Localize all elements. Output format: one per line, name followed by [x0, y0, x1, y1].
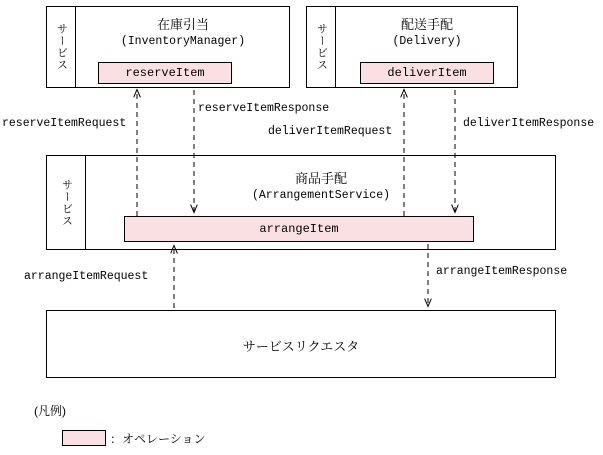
message-label-deliver-request: deliverItemRequest	[268, 125, 393, 138]
service-title-delivery	[336, 16, 518, 50]
service-title-jp-delivery: 配送手配	[400, 17, 453, 32]
service-title-en-arrangement: (ArrangementService)	[251, 189, 391, 202]
service-title-en-delivery: (Delivery)	[392, 35, 462, 48]
message-label-reserve-request: reserveItemRequest	[2, 117, 127, 130]
message-label-deliver-response: deliverItemResponse	[463, 117, 595, 130]
operation-reserve-item[interactable]: reserveItem	[98, 62, 232, 84]
service-tab-label: サービス	[315, 23, 328, 71]
service-title-inventory	[76, 16, 290, 50]
service-tab-inventory	[46, 6, 76, 88]
service-tab-label: サービス	[55, 23, 68, 71]
service-requester-label: サービスリクエスタ	[242, 339, 360, 354]
legend-operation-label: ：オペレーション	[110, 432, 206, 446]
message-label-arrange-response: arrangeItemResponse	[436, 265, 568, 278]
message-label-arrange-request: arrangeItemRequest	[24, 270, 149, 283]
service-tab-label: サービス	[60, 178, 73, 227]
message-label-reserve-response: reserveItemResponse	[198, 102, 330, 115]
legend-title: (凡例)	[34, 404, 66, 418]
service-title-en-inventory: (InventoryManager)	[120, 35, 246, 48]
service-title-arrangement	[86, 170, 556, 204]
service-tab-arrangement	[46, 155, 86, 250]
operation-arrange-item[interactable]: arrangeItem	[124, 216, 474, 242]
service-title-jp-arrangement: 商品手配	[294, 171, 347, 186]
service-tab-delivery	[306, 6, 336, 88]
service-title-jp-inventory: 在庫引当	[156, 17, 209, 32]
legend-operation-swatch	[62, 430, 106, 446]
operation-deliver-item[interactable]: deliverItem	[360, 62, 494, 84]
